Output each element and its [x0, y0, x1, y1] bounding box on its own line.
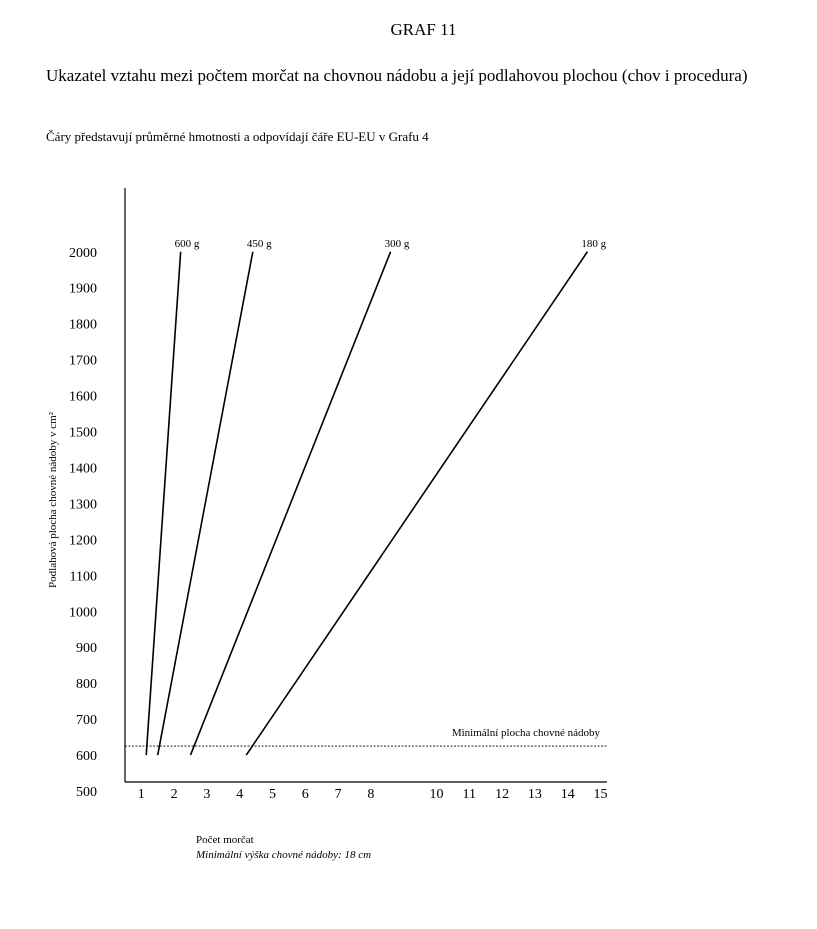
- x-tick-label: 7: [334, 787, 342, 802]
- y-tick-label: 1700: [69, 353, 97, 369]
- y-tick-label: 600: [76, 749, 97, 765]
- series-label: 300 g: [384, 237, 410, 250]
- y-tick-label: 500: [76, 785, 97, 800]
- chart-subtitle: Ukazatel vztahu mezi počtem morčat na chovnou nádobu a její podlahovou plochou (chov i procedura): [46, 66, 748, 85]
- x-tick-label: 13: [527, 787, 542, 802]
- x-tick-label: 5: [269, 787, 276, 802]
- x-tick-label: 2: [170, 787, 178, 802]
- series-line: [191, 252, 391, 755]
- x-tick-label: 14: [560, 787, 575, 802]
- x-tick-label: 12: [495, 787, 510, 802]
- y-tick-label: 1400: [69, 461, 97, 477]
- y-tick-label: 1300: [69, 497, 97, 513]
- x-tick-label: 3: [203, 787, 211, 802]
- y-tick-label: 1500: [69, 425, 97, 441]
- x-axis-label: Počet morčat: [196, 834, 254, 846]
- series-label: 600 g: [174, 237, 200, 250]
- series-line: [246, 252, 587, 755]
- x-tick-label: 6: [301, 787, 309, 802]
- x-tick-label: 8: [367, 787, 375, 802]
- chart-note: Čáry představují průměrné hmotnosti a odpovídají čáře EU-EU v Grafu 4: [46, 129, 429, 144]
- x-tick-label: 10: [429, 787, 444, 802]
- series-line: [158, 252, 253, 755]
- y-tick-label: 900: [76, 641, 97, 657]
- x-tick-label: 1: [137, 787, 145, 802]
- y-tick-label: 1900: [69, 281, 97, 297]
- series-label: 180 g: [581, 237, 607, 250]
- y-tick-label: 1000: [69, 605, 97, 621]
- y-tick-label: 1600: [69, 389, 97, 405]
- x-axis-note: Minimální výška chovné nádoby: 18 cm: [196, 849, 372, 861]
- y-tick-label: 1800: [69, 317, 97, 333]
- chart-title: GRAF 11: [390, 20, 457, 39]
- y-tick-label: 2000: [69, 245, 97, 261]
- x-tick-label: 4: [236, 787, 244, 802]
- series-line: [146, 252, 180, 755]
- y-tick-label: 1200: [69, 533, 97, 549]
- y-tick-label: 700: [76, 713, 97, 729]
- x-tick-label: 11: [462, 787, 477, 802]
- x-tick-label: 15: [593, 787, 608, 802]
- reference-line-label: Minimální plocha chovné nádoby: [451, 727, 600, 740]
- y-axis-label: Podlahová plocha chovné nádoby v cm²: [47, 412, 59, 588]
- y-tick-label: 1100: [69, 569, 97, 585]
- y-tick-label: 800: [76, 677, 97, 693]
- series-label: 450 g: [246, 237, 272, 250]
